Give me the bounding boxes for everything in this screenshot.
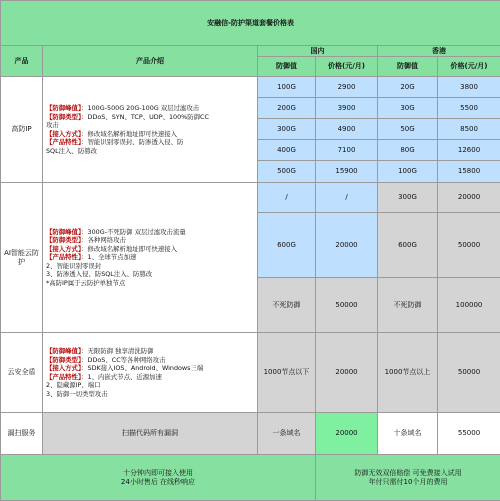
product-leak-scan: 漏扫服务 [1,413,43,455]
cell-hk-price: 55000 [438,413,500,455]
cell-cn-price: 20000 [316,413,378,455]
desc-line: 【接入方式】：SDK接入IOS、Android、Windows三端 [46,364,257,373]
cell-hk-price: 12600 [438,140,500,161]
cloud-shield-description [43,333,258,413]
desc-line: 2、智能识别零误封 [46,262,257,271]
table-title: 安融信-防护渠道套餐价格表 [1,1,500,46]
header-hk-defense: 防御值 [378,57,438,77]
cell-cn-defense: 200G [258,98,316,119]
cell-hk-defense: 十条域名 [378,413,438,455]
header-cn-defense: 防御值 [258,57,316,77]
cell-cn-price: 2900 [316,77,378,98]
footer-line: 年付只需付10个月的费用 [316,478,500,487]
cell-cn-defense: 1000节点以下 [258,333,316,413]
cell-hk-price: 20000 [438,183,500,213]
cell-cn-price: 50000 [316,278,378,333]
desc-line: 【接入方式】：修改域名解析地址即可快速接入 [46,245,257,254]
cell-cn-price: 3900 [316,98,378,119]
footer-line: 24小时售后 在线秒响应 [1,478,315,487]
cell-hk-defense: 不死防御 [378,278,438,333]
header-product: 产品 [1,46,43,77]
desc-line: 3、防御一切类型攻击 [46,390,257,399]
header-intro: 产品介绍 [43,46,258,77]
desc-line: 【产品特性】：智能识别零误封、防渗透入侵、防 [46,138,257,147]
product-cloud-shield: 云安全盾 [1,333,43,413]
cell-hk-defense: 100G [378,161,438,183]
desc-line: 【防御峰值】：无限防御 独享清洗防御 [46,347,257,356]
cell-cn-defense: 500G [258,161,316,183]
cell-hk-price: 15800 [438,161,500,183]
cell-hk-price: 3800 [438,77,500,98]
desc-line: 3、防渗透入侵、防SQL注入、防篡改 [46,270,257,279]
desc-line: 【防御峰值】：100G-500G 20G-100G 双层过滤攻击 [46,104,257,113]
cell-cn-defense: 不死防御 [258,278,316,333]
cell-hk-price: 5500 [438,98,500,119]
cell-cn-defense: 100G [258,77,316,98]
cell-hk-price: 50000 [438,333,500,413]
desc-line: 【防御类型】：DDoS、CC等各种网络攻击 [46,356,257,365]
desc-line: 【防御类型】：各种网络攻击 [46,236,257,245]
product-high-ip: 高防IP [1,77,43,183]
leak-scan-description: 扫描代码所有漏洞 [43,413,258,455]
desc-line: *高防IP属于云防护单独节点 [46,279,257,288]
product-ai-cloud: AI智能云防护 [1,183,43,333]
cell-cn-price: 20000 [316,213,378,278]
cell-cn-defense: 600G [258,213,316,278]
header-cn-price: 价格(元/月) [316,57,378,77]
ai-cloud-description [43,183,258,333]
header-hongkong: 香港 [378,46,500,57]
cell-cn-defense: 300G [258,119,316,140]
cell-hk-defense: 20G [378,77,438,98]
cell-cn-defense: 一条域名 [258,413,316,455]
desc-line: 【接入方式】：修改域名解析地址即可快速接入 [46,130,257,139]
cell-hk-price: 100000 [438,278,500,333]
desc-line: SQL注入、防篡改 [46,147,257,156]
cell-hk-defense: 30G [378,98,438,119]
desc-line: 【防御峰值】：300G-不死防御 双层过滤攻击流量 [46,228,257,237]
high-ip-description [43,77,258,183]
desc-line: 【防御类型】：DDoS、SYN、TCP、UDP、100%防御CC [46,113,257,122]
cell-cn-price: 15900 [316,161,378,183]
cell-cn-price: 7100 [316,140,378,161]
cell-cn-defense: / [258,183,316,213]
desc-line: 攻击 [46,121,257,130]
cell-hk-price: 8500 [438,119,500,140]
footer-line: 防御无效双倍赔偿 可免费接入试用 [316,469,500,478]
header-hk-price: 价格(元/月) [438,57,500,77]
desc-line: 2、隐藏源IP、端口 [46,381,257,390]
cell-cn-defense: 400G [258,140,316,161]
desc-line: 【产品特性】：1、内嵌式节点、近源加速 [46,373,257,382]
cell-hk-defense: 600G [378,213,438,278]
cell-hk-defense: 80G [378,140,438,161]
desc-line: 【产品特性】：1、全球节点加速 [46,253,257,262]
cell-hk-price: 50000 [438,213,500,278]
cell-cn-price: 20000 [316,333,378,413]
cell-hk-defense: 50G [378,119,438,140]
cell-hk-defense: 300G [378,183,438,213]
footer-left [1,455,316,501]
cell-cn-price: / [316,183,378,213]
footer-right [316,455,500,501]
header-domestic: 国内 [258,46,378,57]
cell-cn-price: 4900 [316,119,378,140]
cell-hk-defense: 1000节点以上 [378,333,438,413]
footer-line: 十分钟内即可接入使用 [1,469,315,478]
